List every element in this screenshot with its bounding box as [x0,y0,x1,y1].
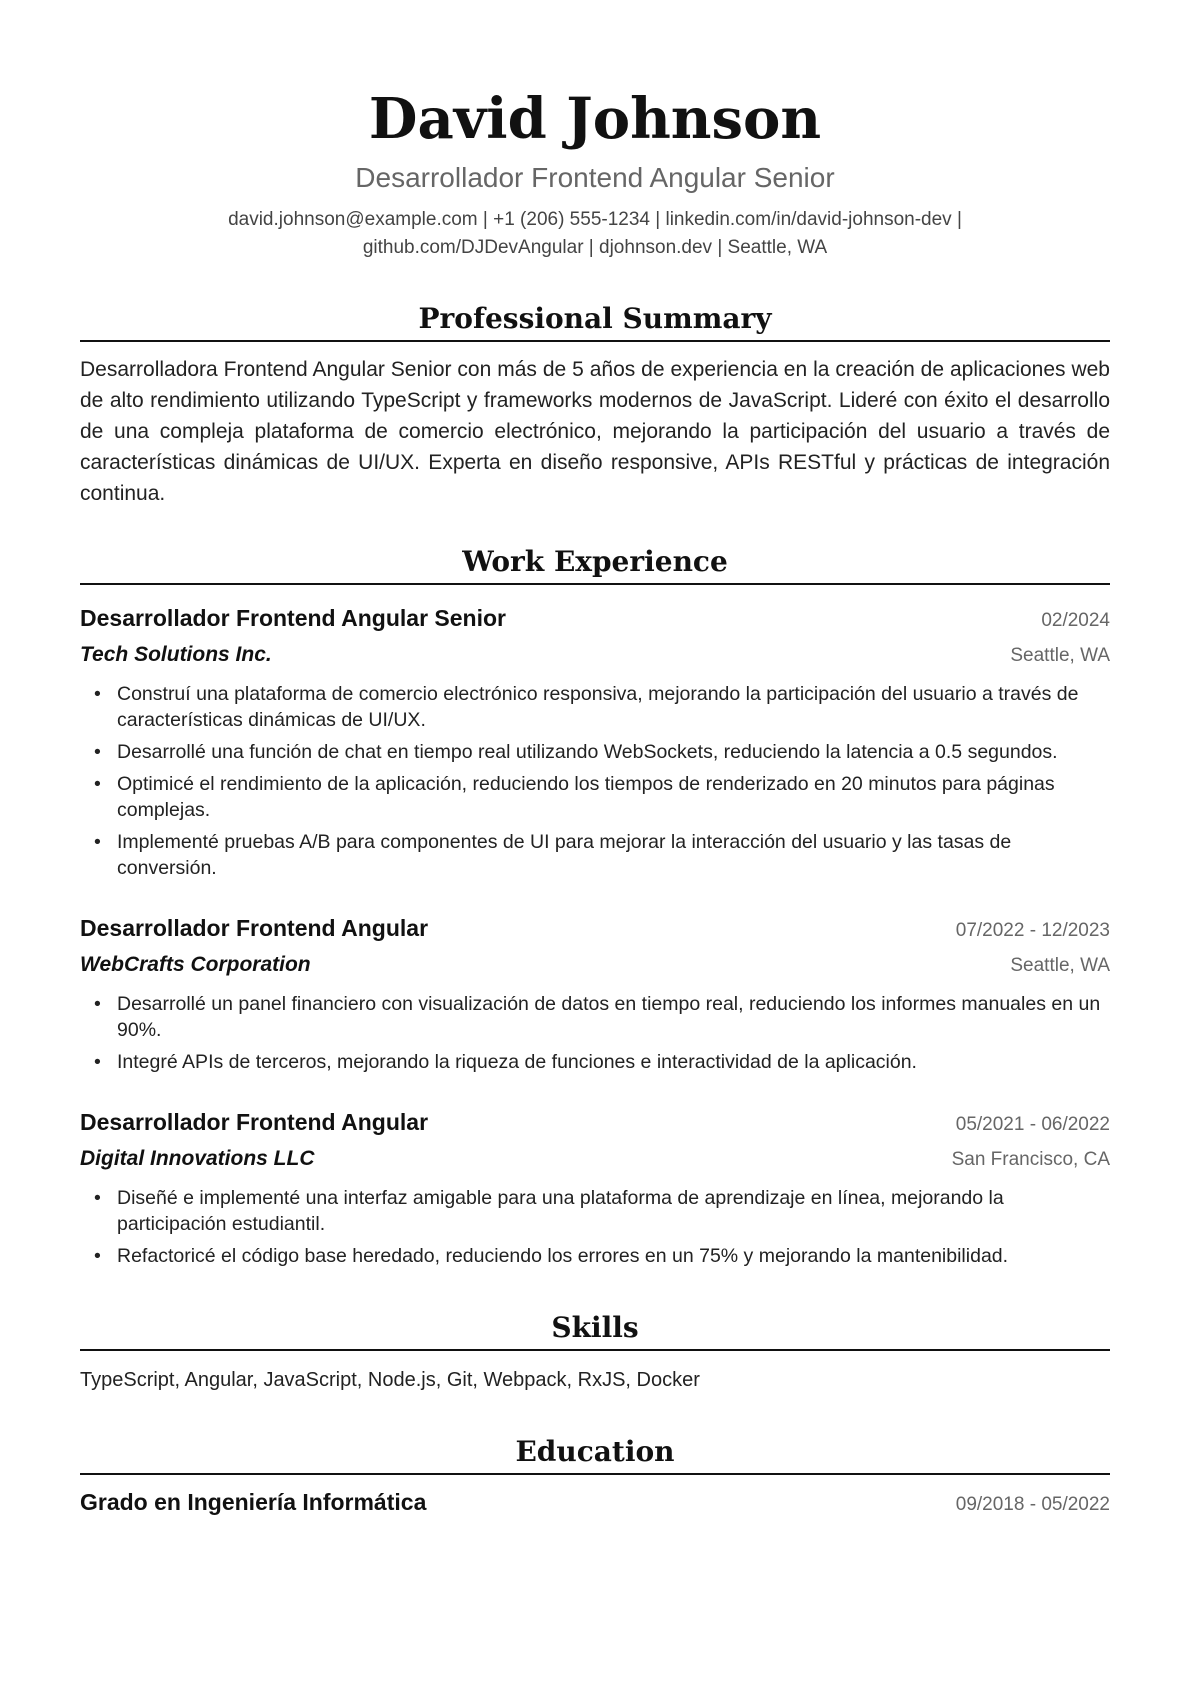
job-entry [80,601,1110,881]
skills-section [80,1309,1110,1395]
job-bullet-text: Desarrollé un panel financiero con visualización de datos en tiempo real, reduciendo los informes manuales en un 90%. [117,993,1101,1041]
work-experience-heading: Work Experience [80,543,1110,585]
job-bullet-text: Optimicé el rendimiento de la aplicación, reduciendo los tiempos de renderizado en 20 minutos para páginas complejas. [117,773,1055,821]
job-bullet [80,771,1110,823]
summary-text: Desarrolladora Frontend Angular Senior con más de 5 años de experiencia en la creación de aplicaciones web de alto rendimiento utilizando TypeScript y frameworks modernos de JavaScript. Lideré con éxito el desarrollo de una compleja plataforma de comercio electrónico, mejorando la participación del usuario a través de características dinámicas de UI/UX. Experta en diseño responsive, APIs RESTful y prácticas de integración continua. [80,358,1110,505]
bullet-icon: • [94,993,101,1015]
education-section [80,1433,1110,1522]
contact-line-2: github.com/DJDevAngular | djohnson.dev | Seattle, WA [362,237,828,258]
job-bullet-list [80,681,1110,881]
bullet-icon: • [94,1245,101,1267]
education-entry [80,1485,1110,1522]
job-bullet-list [80,1185,1110,1269]
job-company: Tech Solutions Inc. [80,643,272,666]
bullet-icon: • [94,683,101,705]
skills-heading: Skills [80,1309,1110,1351]
job-bullet-text: Diseñé e implementé una interfaz amigable para una plataforma de aprendizaje en línea, mejorando la participación estudiantil. [117,1187,1004,1235]
bullet-icon: • [94,831,101,853]
job-entry [80,1105,1110,1269]
job-bullet-text: Integré APIs de terceros, mejorando la riqueza de funciones e interactividad de la aplicación. [117,1051,917,1073]
job-title: Desarrollador Frontend Angular [80,915,429,941]
candidate-title: Desarrollador Frontend Angular Senior [355,162,835,193]
skills-list: TypeScript, Angular, JavaScript, Node.js, Git, Webpack, RxJS, Docker [80,1369,700,1391]
job-company: WebCrafts Corporation [80,953,311,976]
education-heading: Education [80,1433,1110,1475]
bullet-icon: • [94,773,101,795]
summary-heading: Professional Summary [80,300,1110,342]
education-date: 09/2018 - 05/2022 [955,1494,1110,1515]
candidate-name: David Johnson [368,86,822,152]
job-bullet [80,991,1110,1043]
job-entry [80,911,1110,1075]
job-date: 07/2022 - 12/2023 [955,920,1110,941]
job-bullet [80,739,1110,765]
job-bullet [80,1049,1110,1075]
bullet-icon: • [94,1187,101,1209]
job-title: Desarrollador Frontend Angular Senior [80,605,506,631]
job-bullet-text: Implementé pruebas A/B para componentes de UI para mejorar la interacción del usuario y las tasas de conversión. [117,831,1012,879]
bullet-icon: • [94,741,101,763]
work-experience-section [80,543,1110,1269]
job-location: San Francisco, CA [951,1149,1110,1170]
job-bullet [80,1185,1110,1237]
job-title: Desarrollador Frontend Angular [80,1109,429,1135]
job-location: Seattle, WA [1010,645,1110,666]
job-date: 02/2024 [1041,610,1110,631]
bullet-icon: • [94,1051,101,1073]
job-bullet [80,681,1110,733]
job-bullet-text: Refactoricé el código base heredado, reduciendo los errores en un 75% y mejorando la mantenibilidad. [117,1245,1009,1267]
job-company: Digital Innovations LLC [80,1147,315,1170]
summary-section [80,300,1110,509]
job-location: Seattle, WA [1010,955,1110,976]
job-date: 05/2021 - 06/2022 [955,1114,1110,1135]
job-bullet-text: Desarrollé una función de chat en tiempo real utilizando WebSockets, reduciendo la latencia a 0.5 segundos. [117,741,1058,763]
job-bullet [80,1243,1110,1269]
job-bullet [80,829,1110,881]
job-bullet-list [80,991,1110,1075]
job-bullet-text: Construí una plataforma de comercio electrónico responsiva, mejorando la participación del usuario a través de características dinámicas de UI/UX. [117,683,1079,731]
contact-line-1: david.johnson@example.com | +1 (206) 555-1234 | linkedin.com/in/david-johnson-dev | [228,209,962,230]
degree-title: Grado en Ingeniería Informática [80,1489,427,1515]
contact-info [80,206,1110,262]
